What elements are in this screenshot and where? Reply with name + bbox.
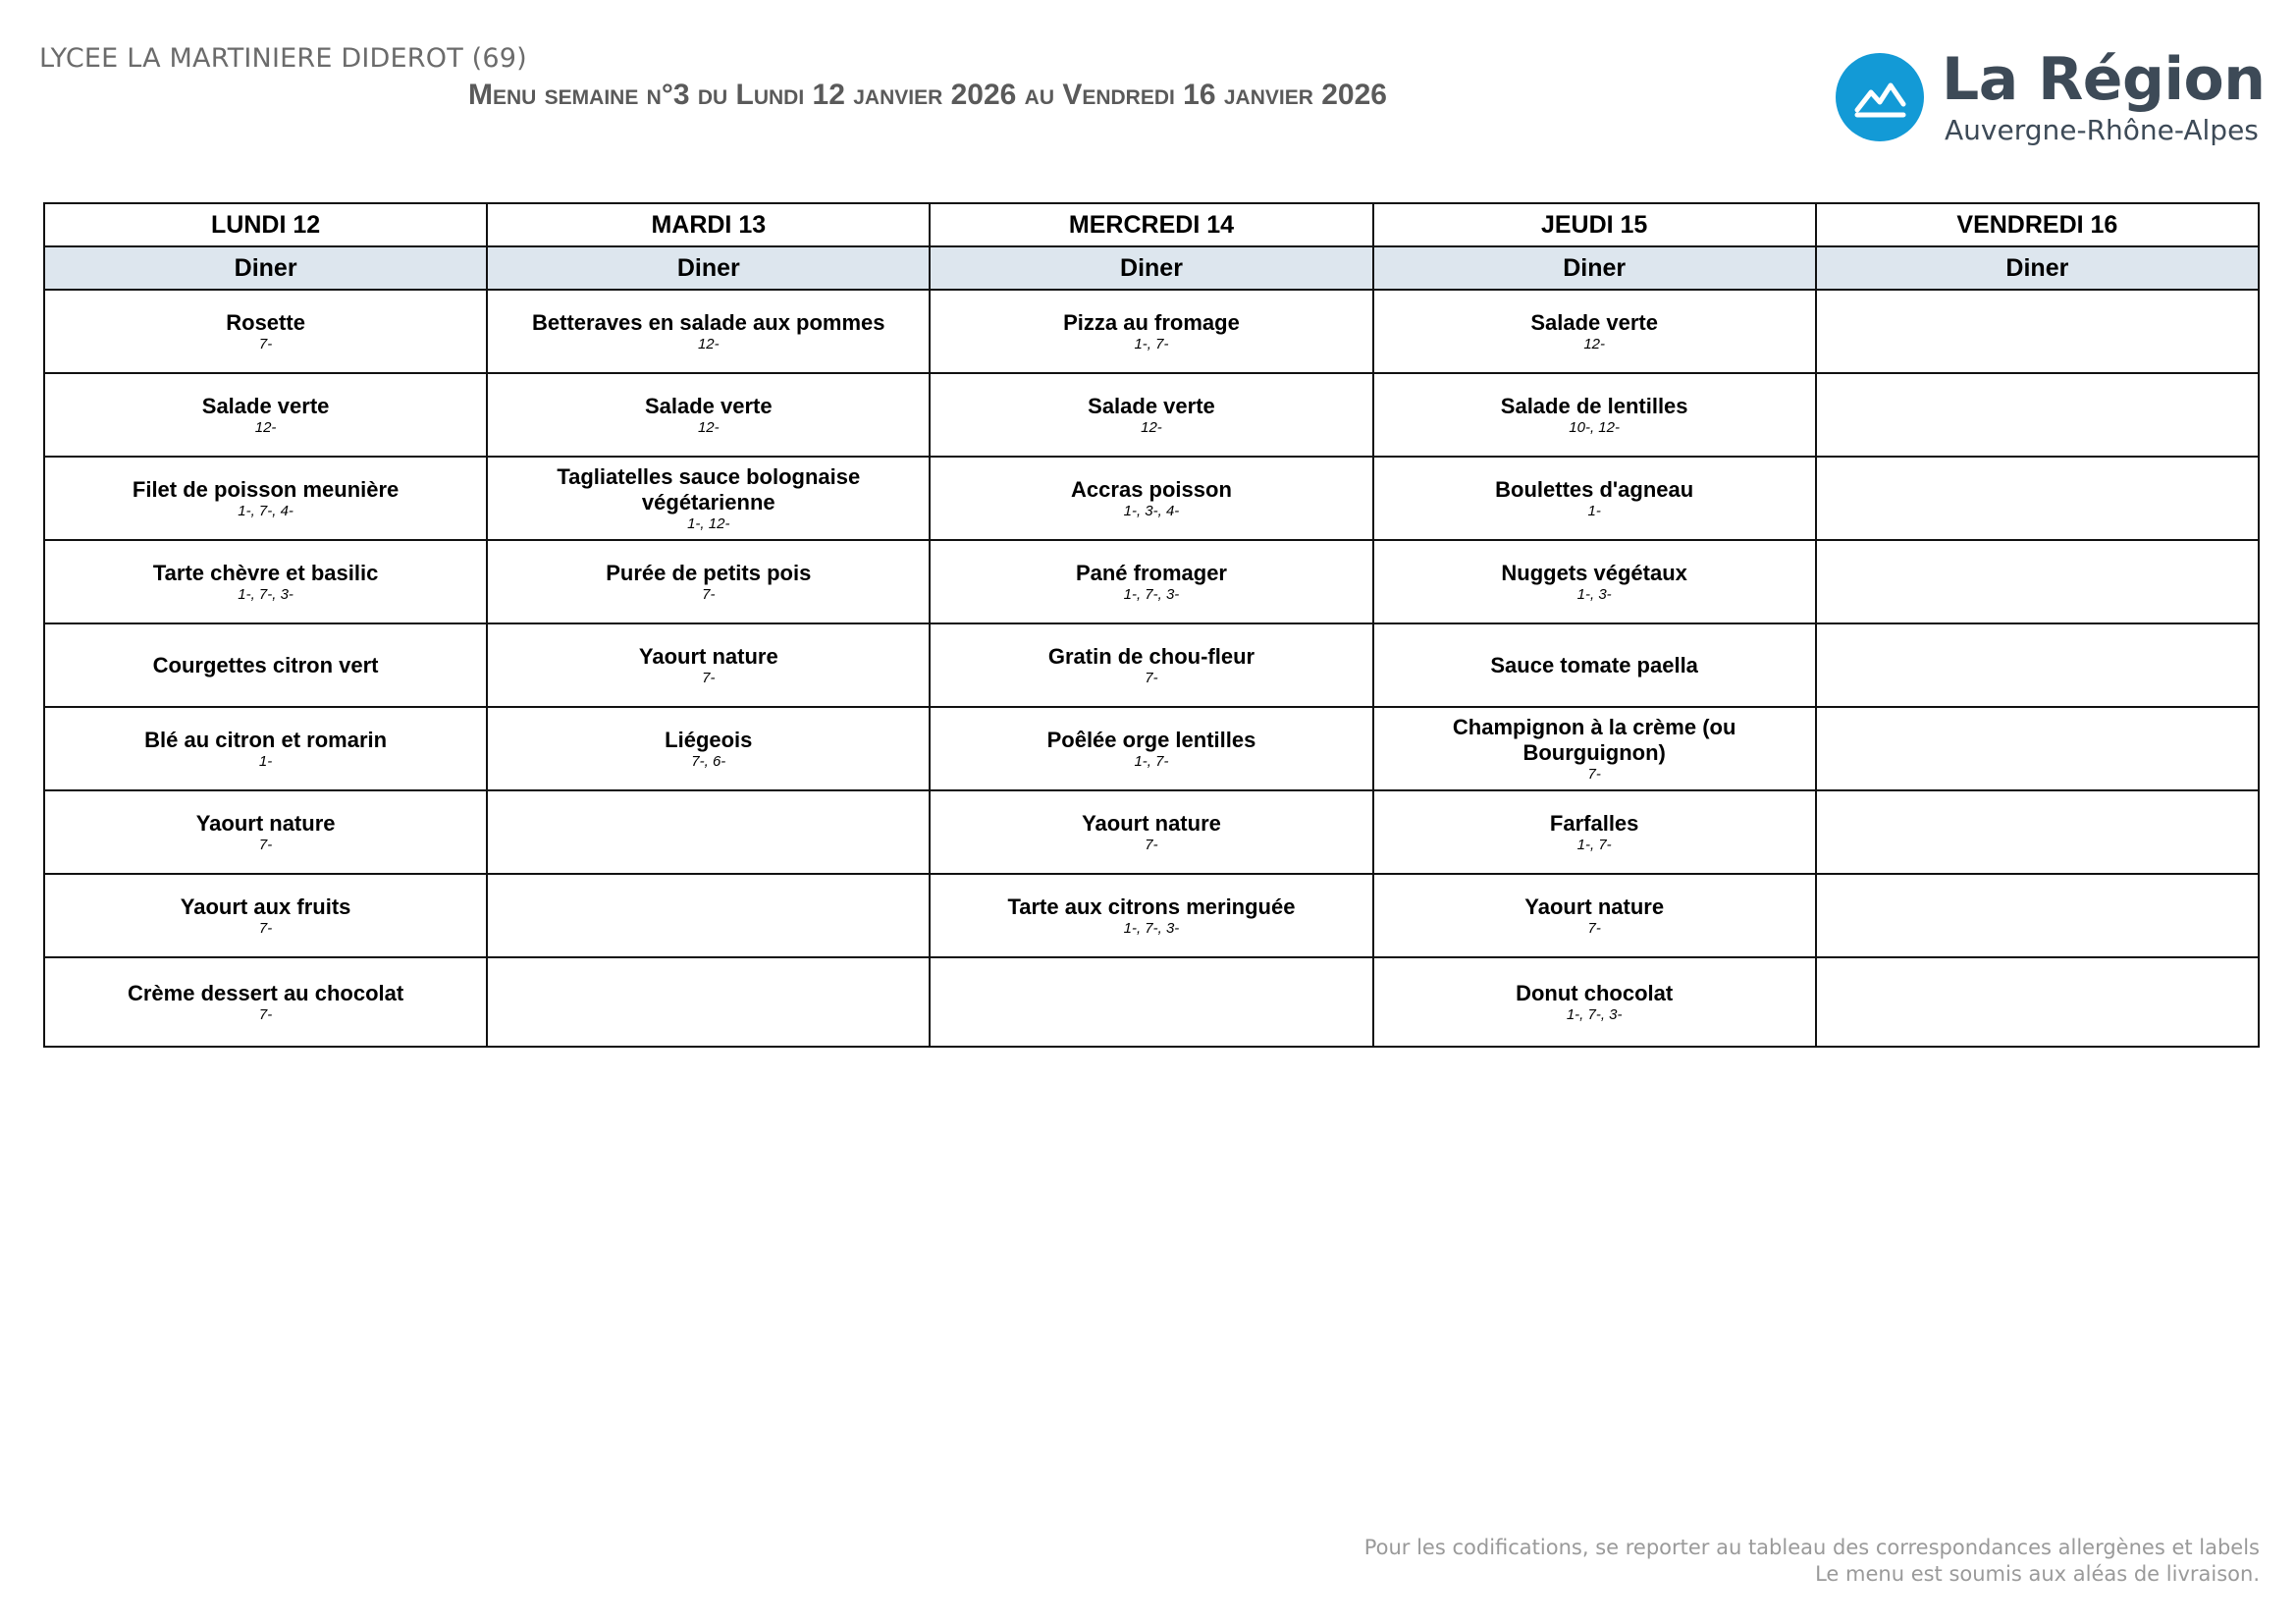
dish-name: Gratin de chou-fleur [1047, 644, 1255, 669]
table-row [44, 373, 2259, 457]
footer-note [1364, 1535, 2260, 1588]
menu-table [43, 202, 2260, 1048]
table-row [44, 623, 2259, 707]
dish-name: Yaourt aux fruits [180, 894, 351, 919]
menu-cell [44, 957, 487, 1047]
menu-cell [1816, 373, 2259, 457]
menu-cell [487, 373, 930, 457]
dish-name: Filet de poisson meunière [132, 477, 400, 502]
dish-name: Blé au citron et romarin [144, 728, 388, 752]
allergen-codes: 12- [254, 419, 277, 436]
menu-cell [1373, 373, 1816, 457]
menu-cell [1373, 790, 1816, 874]
allergen-codes: 1-, 3-, 4- [1123, 503, 1180, 519]
allergen-codes: 1-, 12- [687, 515, 730, 532]
dish-name: Pané fromager [1075, 561, 1227, 585]
menu-cell [930, 790, 1372, 874]
table-row [44, 790, 2259, 874]
menu-cell [930, 457, 1372, 540]
allergen-codes: 1-, 7-, 3- [1123, 586, 1180, 603]
mountain-icon [1836, 53, 1924, 141]
menu-cell [44, 290, 487, 373]
school-name: LYCEE LA MARTINIERE DIDEROT (69) [39, 43, 527, 74]
dish-name: Salade verte [1530, 310, 1658, 335]
allergen-codes: 7-, 6- [691, 753, 726, 770]
meal-header: Diner [44, 246, 487, 290]
dish-name: Tarte aux citrons meringuée [1007, 894, 1296, 919]
table-row [44, 457, 2259, 540]
menu-cell [44, 373, 487, 457]
dish-name: Nuggets végétaux [1501, 561, 1687, 585]
menu-cell [487, 707, 930, 790]
dish-name: Sauce tomate paella [1490, 652, 1698, 677]
menu-cell [1373, 707, 1816, 790]
day-header: MERCREDI 14 [930, 203, 1372, 246]
allergen-codes: 7- [258, 336, 273, 352]
menu-cell [1373, 957, 1816, 1047]
menu-cell [487, 540, 930, 623]
meal-header: Diner [487, 246, 930, 290]
allergen-codes: 1- [1587, 503, 1601, 519]
allergen-codes: 7- [258, 920, 273, 937]
allergen-codes: 7- [258, 837, 273, 853]
allergen-codes: 12- [1141, 419, 1162, 436]
menu-cell [487, 457, 930, 540]
dish-name: Champignon à la crème (ou Bourguignon) [1452, 715, 1736, 765]
dish-name: Yaourt nature [1082, 811, 1221, 836]
menu-cell [1373, 874, 1816, 957]
menu-cell [44, 874, 487, 957]
dish-name: Tarte chèvre et basilic [152, 561, 379, 585]
menu-cell [487, 623, 930, 707]
menu-cell [1373, 290, 1816, 373]
table-row [44, 290, 2259, 373]
menu-cell [930, 623, 1372, 707]
allergen-codes: 7- [1145, 837, 1158, 853]
menu-cell [1373, 623, 1816, 707]
allergen-codes: 7- [702, 670, 716, 686]
meal-header-row [44, 246, 2259, 290]
menu-body [44, 290, 2259, 1047]
menu-cell [930, 874, 1372, 957]
menu-cell [930, 957, 1372, 1047]
allergen-codes: 7- [1145, 670, 1158, 686]
dish-name: Boulettes d'agneau [1495, 477, 1694, 502]
dish-name: Accras poisson [1071, 477, 1232, 502]
menu-cell [1816, 623, 2259, 707]
menu-cell [930, 373, 1372, 457]
menu-cell [1816, 707, 2259, 790]
dish-name: Salade de lentilles [1500, 394, 1688, 418]
menu-title: Menu semaine n°3 du Lundi 12 janvier 2026 au Vendredi 16 janvier 2026 [468, 79, 1387, 111]
menu-cell [487, 957, 930, 1047]
day-header: JEUDI 15 [1373, 203, 1816, 246]
dish-name: Rosette [226, 310, 305, 335]
day-header: LUNDI 12 [44, 203, 487, 246]
allergen-codes: 7- [702, 586, 716, 603]
dish-name: Yaourt nature [1524, 894, 1665, 919]
menu-cell [930, 290, 1372, 373]
menu-cell [44, 457, 487, 540]
allergen-codes: 1-, 7-, 3- [238, 586, 294, 603]
day-header-row [44, 203, 2259, 246]
menu-cell [44, 790, 487, 874]
meal-header: Diner [1373, 246, 1816, 290]
allergen-codes: 12- [697, 336, 720, 352]
menu-cell [930, 707, 1372, 790]
footer-line: Pour les codifications, se reporter au tableau des correspondances allergènes et labels [1363, 1536, 2260, 1559]
menu-cell [487, 290, 930, 373]
dish-name: Yaourt nature [638, 644, 778, 669]
menu-cell [1816, 290, 2259, 373]
allergen-codes: 10-, 12- [1569, 419, 1620, 436]
allergen-codes: 7- [1587, 766, 1601, 783]
dish-name: Purée de petits pois [606, 561, 812, 585]
dish-name: Salade verte [1088, 394, 1215, 418]
menu-cell [44, 707, 487, 790]
dish-name: Betteraves en salade aux pommes [532, 310, 885, 335]
allergen-codes: 7- [258, 1006, 273, 1023]
footer-line: Le menu est soumis aux aléas de livraison. [1815, 1562, 2260, 1586]
dish-name: Salade verte [201, 394, 330, 418]
logo-subtitle: Auvergne-Rhône-Alpes [1945, 114, 2259, 146]
allergen-codes: 1-, 7- [1134, 753, 1169, 770]
day-header: MARDI 13 [487, 203, 930, 246]
dish-name: Tagliatelles sauce bolognaise végétarienne [557, 464, 861, 514]
menu-cell [1816, 457, 2259, 540]
menu-cell [1816, 874, 2259, 957]
dish-name: Salade verte [644, 394, 773, 418]
dish-name: Yaourt nature [195, 811, 336, 836]
menu-cell [487, 790, 930, 874]
menu-cell [930, 540, 1372, 623]
menu-cell [1373, 540, 1816, 623]
dish-name: Crème dessert au chocolat [127, 981, 404, 1005]
menu-cell [44, 540, 487, 623]
dish-name: Poêlée orge lentilles [1046, 728, 1256, 752]
allergen-codes: 1-, 7- [1576, 837, 1612, 853]
menu-cell [487, 874, 930, 957]
menu-cell [44, 623, 487, 707]
meal-header: Diner [1816, 246, 2259, 290]
allergen-codes: 12- [697, 419, 720, 436]
menu-cell [1816, 957, 2259, 1047]
dish-name: Donut chocolat [1516, 981, 1674, 1005]
dish-name: Farfalles [1549, 811, 1639, 836]
allergen-codes: 1- [258, 753, 273, 770]
allergen-codes: 1-, 7-, 3- [1566, 1006, 1623, 1023]
allergen-codes: 7- [1587, 920, 1601, 937]
menu-cell [1373, 457, 1816, 540]
table-row [44, 874, 2259, 957]
table-row [44, 707, 2259, 790]
menu-cell [1816, 790, 2259, 874]
dish-name: Pizza au fromage [1063, 310, 1240, 335]
allergen-codes: 1-, 7-, 3- [1123, 920, 1180, 937]
meal-header: Diner [930, 246, 1372, 290]
allergen-codes: 12- [1583, 336, 1605, 352]
table-row [44, 540, 2259, 623]
dish-name: Liégeois [665, 728, 753, 752]
logo-name: La Région [1942, 45, 2266, 114]
table-row [44, 957, 2259, 1047]
menu-cell [1816, 540, 2259, 623]
allergen-codes: 1-, 7- [1134, 336, 1169, 352]
allergen-codes: 1-, 7-, 4- [238, 503, 294, 519]
region-logo [1836, 45, 2266, 155]
allergen-codes: 1-, 3- [1576, 586, 1612, 603]
dish-name: Courgettes citron vert [152, 652, 379, 677]
day-header: VENDREDI 16 [1816, 203, 2259, 246]
